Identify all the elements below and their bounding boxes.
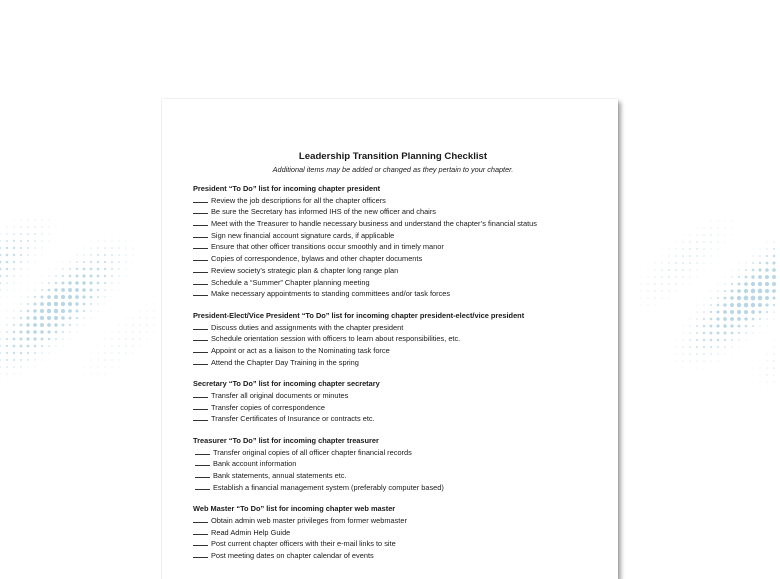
checklist-item: Copies of correspondence, bylaws and other chapter documents [193, 253, 613, 265]
checkbox-blank-line[interactable] [193, 278, 208, 285]
section-secretary [193, 378, 613, 425]
checkbox-blank-line[interactable] [193, 346, 208, 353]
checkbox-blank-line[interactable] [193, 539, 208, 546]
checklist-item: Ensure that other officer transitions occur smoothly and in timely manor [193, 241, 613, 253]
section-president [193, 183, 613, 300]
checkbox-blank-line[interactable] [193, 358, 208, 365]
section-treasurer [193, 435, 613, 493]
section-heading: President-Elect/Vice President “To Do” list for incoming chapter president-elect/vice president [193, 310, 613, 322]
checkbox-blank-line[interactable] [193, 196, 208, 203]
checkbox-blank-line[interactable] [195, 483, 210, 490]
checkbox-blank-line[interactable] [195, 459, 210, 466]
checklist-item: Bank account information [193, 458, 613, 470]
checkbox-blank-line[interactable] [193, 391, 208, 398]
checklist-item: Appoint or act as a liaison to the Nominating task force [193, 345, 613, 357]
checkbox-blank-line[interactable] [195, 471, 210, 478]
checklist-item: Establish a financial management system (preferably computer based) [193, 482, 613, 494]
checklist-content [193, 151, 613, 562]
checklist-item: Transfer all original documents or minutes [193, 390, 613, 402]
checklist-item: Bank statements, annual statements etc. [193, 470, 613, 482]
checklist-item: Transfer Certificates of Insurance or contracts etc. [193, 413, 613, 425]
checklist-item: Post current chapter officers with their e-mail links to site [193, 538, 613, 550]
checklist-item: Meet with the Treasurer to handle necessary business and understand the chapter’s financial status [193, 218, 613, 230]
document-subtitle: Additional items may be added or changed as they pertain to your chapter. [193, 165, 593, 175]
checklist-item: Discuss duties and assignments with the chapter president [193, 322, 613, 334]
checkbox-blank-line[interactable] [193, 207, 208, 214]
document-title: Leadership Transition Planning Checklist [193, 151, 593, 163]
checklist-item: Schedule orientation session with officers to learn about responsibilities, etc. [193, 333, 613, 345]
checklist-item: Transfer copies of correspondence [193, 402, 613, 414]
checkbox-blank-line[interactable] [193, 231, 208, 238]
checkbox-blank-line[interactable] [193, 551, 208, 558]
checklist-item: Obtain admin web master privileges from former webmaster [193, 515, 613, 527]
checklist-item: Review society’s strategic plan & chapter long range plan [193, 265, 613, 277]
checkbox-blank-line[interactable] [193, 528, 208, 535]
checkbox-blank-line[interactable] [193, 516, 208, 523]
section-heading: Treasurer “To Do” list for incoming chapter treasurer [193, 435, 613, 447]
checklist-item: Sign new financial account signature cards, if applicable [193, 230, 613, 242]
checklist-item: Make necessary appointments to standing committees and/or task forces [193, 288, 613, 300]
checklist-item: Post meeting dates on chapter calendar of events [193, 550, 613, 562]
checkbox-blank-line[interactable] [193, 334, 208, 341]
checkbox-blank-line[interactable] [195, 448, 210, 455]
checklist-item: Be sure the Secretary has informed IHS of the new officer and chairs [193, 206, 613, 218]
checklist-item: Transfer original copies of all officer chapter financial records [193, 447, 613, 459]
checklist-item: Review the job descriptions for all the chapter officers [193, 195, 613, 207]
section-heading: President “To Do” list for incoming chapter president [193, 183, 613, 195]
document-page [162, 99, 618, 579]
section-heading: Secretary “To Do” list for incoming chapter secretary [193, 378, 613, 390]
checkbox-blank-line[interactable] [193, 242, 208, 249]
section-president-elect [193, 310, 613, 368]
checkbox-blank-line[interactable] [193, 403, 208, 410]
checklist-item: Schedule a “Summer” Chapter planning meeting [193, 277, 613, 289]
checkbox-blank-line[interactable] [193, 323, 208, 330]
section-heading: Web Master “To Do” list for incoming chapter web master [193, 503, 613, 515]
section-webmaster [193, 503, 613, 561]
checkbox-blank-line[interactable] [193, 414, 208, 421]
checklist-item: Read Admin Help Guide [193, 527, 613, 539]
checkbox-blank-line[interactable] [193, 219, 208, 226]
checklist-item: Attend the Chapter Day Training in the spring [193, 357, 613, 369]
checkbox-blank-line[interactable] [193, 266, 208, 273]
checkbox-blank-line[interactable] [193, 254, 208, 261]
checkbox-blank-line[interactable] [193, 289, 208, 296]
